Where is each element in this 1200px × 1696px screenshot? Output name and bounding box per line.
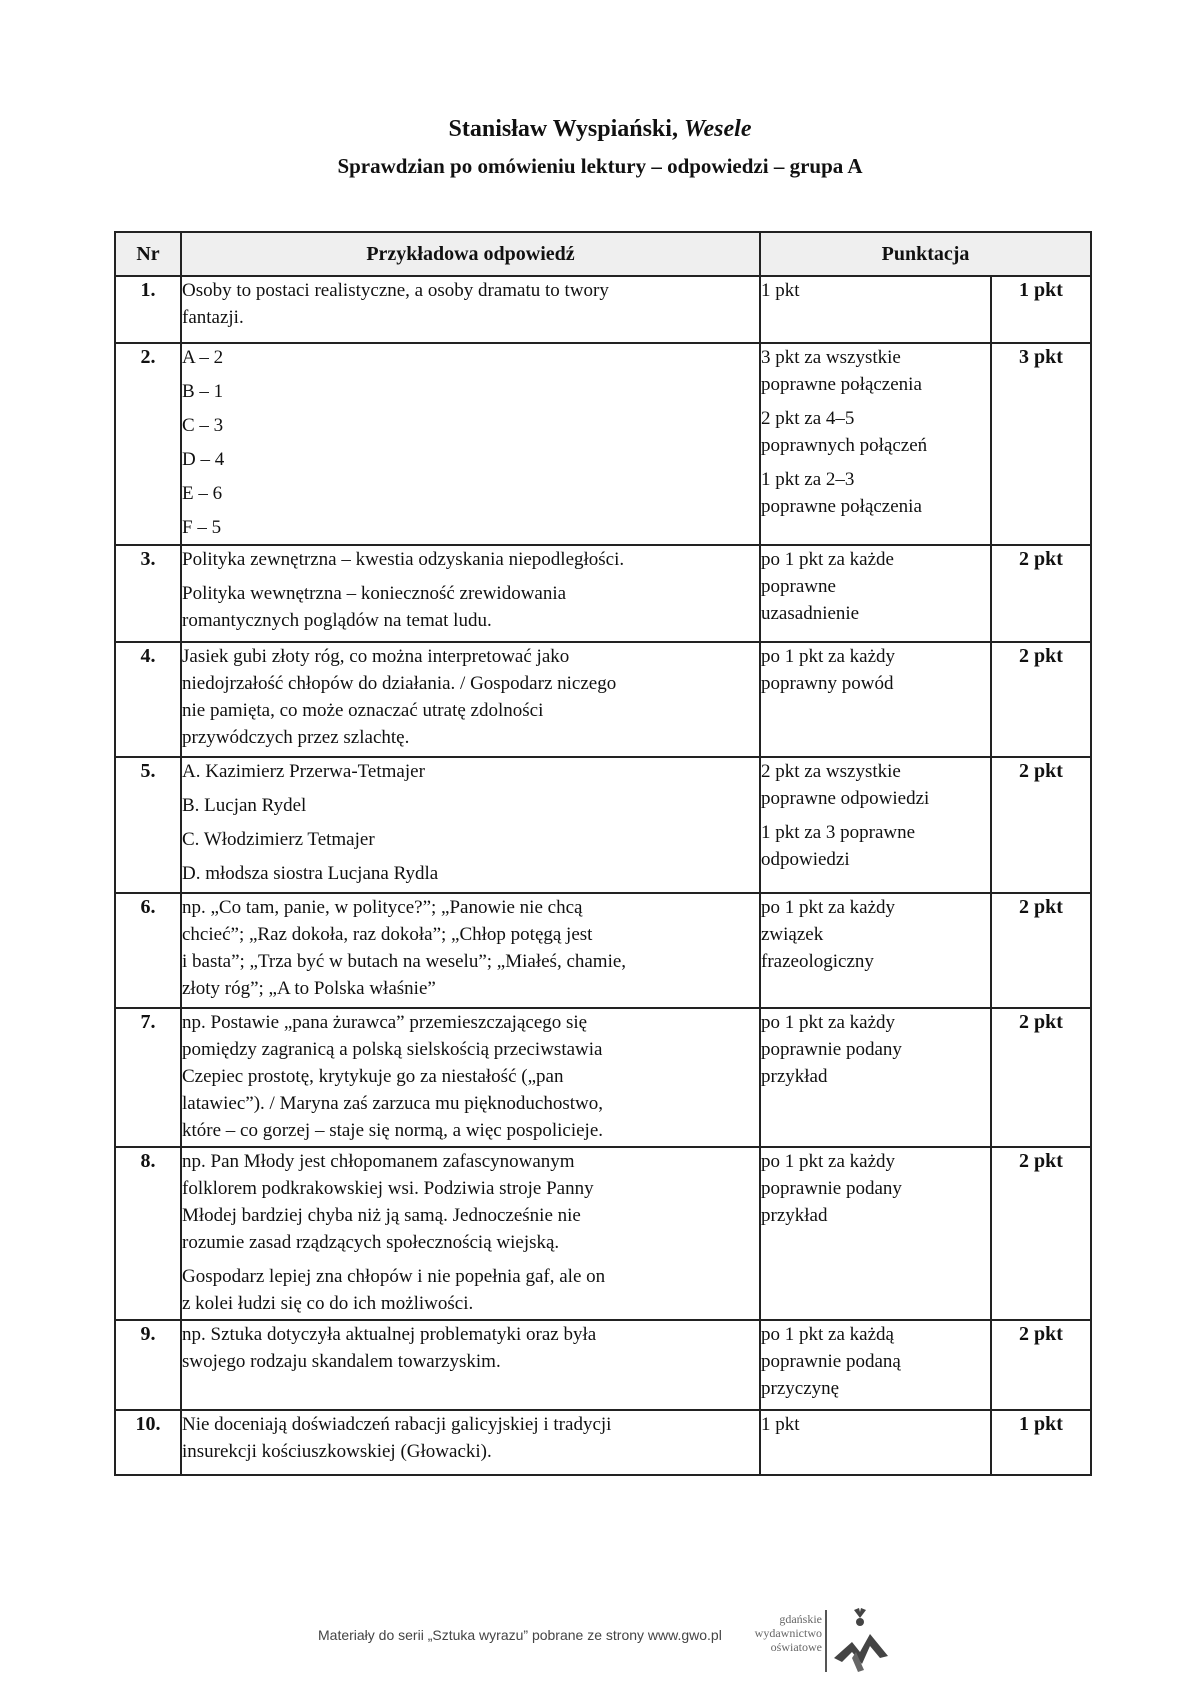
scoring-line: poprawne połączenia [761,374,922,395]
page-subtitle: Sprawdzian po omówieniu lektury – odpowiedzi – grupa A [337,154,863,178]
answer-paragraph [182,446,759,473]
scoring-line: po 1 pkt za każdy [761,897,896,918]
answer-paragraph [182,1148,759,1256]
scoring-paragraph [761,1411,990,1438]
scoring-rule-cell [760,1008,991,1147]
scoring-line: 2 pkt za wszystkie [761,761,901,782]
answer-cell [181,343,760,545]
row-number: 4. [115,642,181,757]
scoring-line: poprawnych połączeń [761,435,928,456]
answer-line: pomiędzy zagranicą a polską sielskością przeciwstawia [182,1039,603,1060]
points-total: 2 pkt [991,642,1091,757]
answer-paragraph [182,894,759,1002]
scoring-paragraph [761,1321,990,1402]
answer-line: swojego rodzaju skandalem towarzyskim. [182,1351,501,1372]
scoring-line: odpowiedzi [761,849,850,870]
scoring-paragraph [761,546,990,627]
table-row [115,1410,1091,1475]
answer-line: fantazji. [182,307,244,328]
table-header-row [115,232,1091,276]
answer-paragraph [182,1321,759,1375]
answer-paragraph [182,1263,759,1317]
scoring-paragraph [761,758,990,812]
answer-cell [181,893,760,1008]
answer-line: Polityka zewnętrzna – kwestia odzyskania niepodległości. [182,549,625,570]
header-scoring: Punktacja [760,232,1091,276]
answer-cell [181,642,760,757]
row-number: 6. [115,893,181,1008]
answer-line: latawiec”). / Maryna zaś zarzuca mu pięknoduchostwo, [182,1093,603,1114]
answer-line: F – 5 [182,517,222,538]
logo-divider [825,1610,827,1672]
table-row [115,276,1091,343]
answer-line: Osoby to postaci realistyczne, a osoby dramatu to twory [182,280,609,301]
scoring-rule-cell [760,545,991,642]
scoring-line: poprawne odpowiedzi [761,788,930,809]
table-row [115,893,1091,1008]
scoring-line: 2 pkt za 4–5 [761,408,855,429]
answer-line: C – 3 [182,415,224,436]
header-nr: Nr [115,232,181,276]
points-total: 2 pkt [991,1320,1091,1410]
scoring-line: 1 pkt za 3 poprawne [761,822,916,843]
answer-paragraph [182,277,759,331]
scoring-line: poprawnie podaną [761,1351,901,1372]
work-title: Wesele [683,116,752,142]
scoring-line: po 1 pkt za każdy [761,1012,896,1033]
answer-paragraph [182,514,759,541]
scoring-line: po 1 pkt za każde [761,549,894,570]
answer-line: i basta”; „Trza być w butach na weselu”; „Miałeś, chamie, [182,951,627,972]
scoring-line: uzasadnienie [761,603,860,624]
scoring-paragraph [761,894,990,975]
footer-text: Materiały do serii „Sztuka wyrazu” pobrane ze strony www.gwo.pl [318,1627,722,1643]
row-number: 2. [115,343,181,545]
answer-line: romantycznych poglądów na temat ludu. [182,610,492,631]
publisher-logo-text [740,1612,822,1654]
answer-line: nie pamięta, co może oznaczać utratę zdolności [182,700,544,721]
answer-cell [181,1008,760,1147]
answer-paragraph [182,1009,759,1144]
scoring-line: poprawne [761,576,836,597]
scoring-rule-cell [760,1410,991,1475]
scoring-line: 1 pkt [761,280,800,301]
table-row [115,642,1091,757]
answer-line: np. Pan Młody jest chłopomanem zafascynowanym [182,1151,575,1172]
table-row [115,1320,1091,1410]
scoring-rule-cell [760,757,991,893]
logo-line: oświatowe [770,1640,822,1654]
answer-paragraph [182,1411,759,1465]
table-body [115,276,1091,1475]
answer-line: A. Kazimierz Przerwa-Tetmajer [182,761,425,782]
author-name: Stanisław Wyspiański, [448,116,678,142]
scoring-paragraph [761,277,990,304]
row-number: 1. [115,276,181,343]
scoring-line: 1 pkt za 2–3 [761,469,855,490]
row-number: 7. [115,1008,181,1147]
scoring-line: przykład [761,1066,828,1087]
answer-cell [181,1410,760,1475]
scoring-line: przyczynę [761,1378,840,1399]
scoring-rule-cell [760,893,991,1008]
answer-paragraph [182,758,759,785]
scoring-rule-cell [760,343,991,545]
scoring-paragraph [761,1009,990,1090]
answer-paragraph [182,826,759,853]
answer-line: Polityka wewnętrzna – konieczność zrewidowania [182,583,567,604]
scoring-paragraph [761,643,990,697]
scoring-line: związek [761,924,824,945]
answer-line: D. młodsza siostra Lucjana Rydla [182,863,439,884]
answer-line: Nie doceniają doświadczeń rabacji galicyjskiej i tradycji [182,1414,612,1435]
answer-paragraph [182,643,759,751]
row-number: 8. [115,1147,181,1320]
scoring-line: po 1 pkt za każdy [761,1151,896,1172]
answer-cell [181,545,760,642]
scoring-line: 1 pkt [761,1414,800,1435]
scoring-paragraph [761,819,990,873]
answer-line: C. Włodzimierz Tetmajer [182,829,375,850]
answer-line: np. Postawie „pana żurawca” przemieszczającego się [182,1012,588,1033]
answer-paragraph [182,792,759,819]
answer-line: D – 4 [182,449,225,470]
scoring-line: po 1 pkt za każdy [761,646,896,667]
answer-line: które – co gorzej – staje się normą, a więc pospolicieje. [182,1120,604,1141]
table-row [115,1147,1091,1320]
table-row [115,1008,1091,1147]
answer-cell [181,757,760,893]
answers-table [114,231,1092,1476]
answer-paragraph [182,860,759,887]
scoring-line: poprawnie podany [761,1178,902,1199]
table-row [115,757,1091,893]
scoring-paragraph [761,1148,990,1229]
answer-line: chcieć”; „Raz dokoła, raz dokoła”; „Chłop potęgą jest [182,924,593,945]
row-number: 5. [115,757,181,893]
row-number: 10. [115,1410,181,1475]
answer-line: np. „Co tam, panie, w polityce?”; „Panowie nie chcą [182,897,583,918]
points-total: 2 pkt [991,757,1091,893]
answer-line: Młodej bardziej chyba niż ją samą. Jednocześnie nie [182,1205,581,1226]
scoring-line: 3 pkt za wszystkie [761,347,901,368]
points-total: 2 pkt [991,1147,1091,1320]
scoring-rule-cell [760,276,991,343]
scoring-line: frazeologiczny [761,951,874,972]
answer-paragraph [182,378,759,405]
table-row [115,343,1091,545]
row-number: 9. [115,1320,181,1410]
scoring-paragraph [761,466,990,520]
page-title [0,116,1200,143]
answer-line: Gospodarz lepiej zna chłopów i nie popełnia gaf, ale on [182,1266,606,1287]
scoring-line: poprawnie podany [761,1039,902,1060]
gwo-logo-icon [830,1608,892,1674]
logo-line: gdańskie [779,1612,822,1626]
points-total: 3 pkt [991,343,1091,545]
scoring-paragraph [761,344,990,398]
answer-line: złoty róg”; „A to Polska właśnie” [182,978,436,999]
answer-line: np. Sztuka dotyczyła aktualnej problematyki oraz była [182,1324,597,1345]
answer-paragraph [182,412,759,439]
scoring-line: poprawne połączenia [761,496,922,517]
answer-line: Jasiek gubi złoty róg, co można interpretować jako [182,646,570,667]
footer [0,1608,1200,1678]
answer-line: insurekcji kościuszkowskiej (Głowacki). [182,1441,492,1462]
scoring-rule-cell [760,1147,991,1320]
answer-paragraph [182,580,759,634]
points-total: 1 pkt [991,1410,1091,1475]
answer-paragraph [182,344,759,371]
points-total: 2 pkt [991,893,1091,1008]
answer-line: folklorem podkrakowskiej wsi. Podziwia stroje Panny [182,1178,594,1199]
answer-line: A – 2 [182,347,224,368]
points-total: 1 pkt [991,276,1091,343]
answer-cell [181,1320,760,1410]
answer-line: E – 6 [182,483,223,504]
logo-line: wydawnictwo [754,1626,822,1640]
row-number: 3. [115,545,181,642]
answer-paragraph [182,480,759,507]
scoring-paragraph [761,405,990,459]
scoring-rule-cell [760,642,991,757]
scoring-line: przykład [761,1205,828,1226]
answer-line: rozumie zasad rządzących społecznością wiejską. [182,1232,560,1253]
scoring-line: po 1 pkt za każdą [761,1324,894,1345]
answer-cell [181,1147,760,1320]
scoring-line: poprawny powód [761,673,894,694]
answer-cell [181,276,760,343]
answer-line: przywódczych przez szlachtę. [182,727,410,748]
scoring-rule-cell [760,1320,991,1410]
answer-line: niedojrzałość chłopów do działania. / Gospodarz niczego [182,673,617,694]
points-total: 2 pkt [991,1008,1091,1147]
answer-line: Czepiec prostotę, krytykuje go za niestałość („pan [182,1066,564,1087]
answer-line: B – 1 [182,381,224,402]
answer-line: z kolei łudzi się co do ich możliwości. [182,1293,474,1314]
points-total: 2 pkt [991,545,1091,642]
header-answer: Przykładowa odpowiedź [181,232,760,276]
table-row [115,545,1091,642]
answer-paragraph [182,546,759,573]
answer-line: B. Lucjan Rydel [182,795,307,816]
